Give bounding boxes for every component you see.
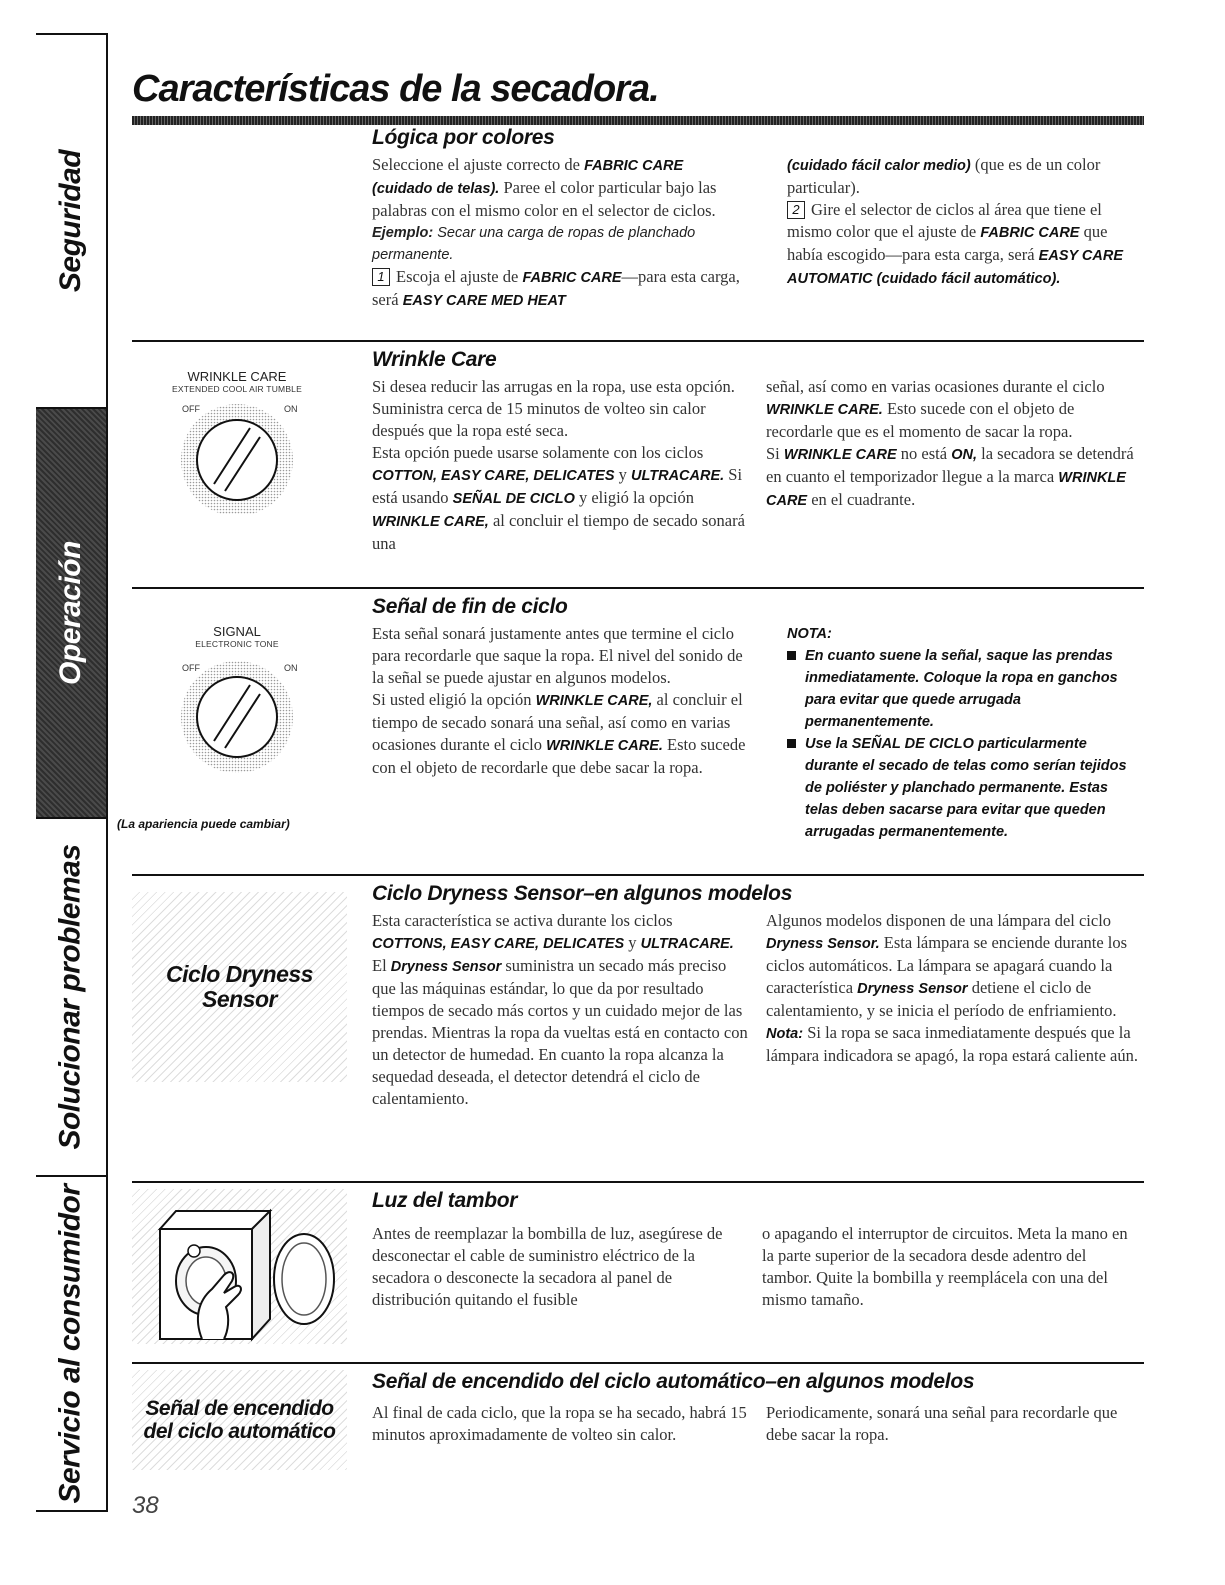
paragraph: Seleccione el ajuste correcto de FABRIC CARE (cuidado de telas). Paree el color particular bajo las palabras con el mismo color en el selector de ciclos. [372, 155, 717, 220]
section-senal-encendido [132, 1362, 1144, 1474]
paragraph: El Dryness Sensor suministra un secado más preciso que las máquinas estándar, lo que da por resultado tiempos de secado más cortos y un cuidado mejor de las prendas. Mientras la ropa da vueltas está en contacto con un detector de humedad. En cuanto la ropa alcanza la sequedad deseada, el detector detendrá el ciclo de calentamiento. [372, 956, 748, 1108]
step-1: 1 Escoja el ajuste de FABRIC CARE—para esta carga, será EASY CARE MED HEAT [372, 267, 740, 309]
section-title: Luz del tambor [372, 1189, 518, 1212]
column-left [372, 910, 750, 1110]
auto-cycle-signal-badge: Señal de encendido del ciclo automático [132, 1370, 347, 1470]
paragraph: Si WRINKLE CARE no está ON, la secadora se detendrá en cuanto el temporizador llegue a la marca WRINKLE CARE en el cuadrante. [766, 444, 1134, 509]
column-left [372, 1223, 742, 1311]
paragraph: Esta señal sonará justamente antes que termine el ciclo para recordarle que saque la ropa. El nivel del sonido de la señal se puede ajustar en algunos modelos. [372, 624, 743, 687]
svg-text:OFF: OFF [182, 663, 200, 673]
tab-servicio-al-consumidor[interactable]: Servicio al consumidor [54, 1183, 88, 1504]
paragraph: Si usted eligió la opción WRINKLE CARE, al concluir el tiempo de secado sonará una señal, así como en varias ocasiones durante el ciclo WRINKLE CARE. Esto sucede con el objeto de recordarle que debe sacar la ropa. [372, 690, 746, 777]
step-2: 2 Gire el selector de ciclos al área que tiene el mismo color que el ajuste de FABRIC CARE que había escogido—para esta carga, será EASY CARE AUTOMATIC (cuidado fácil automático). [787, 200, 1124, 287]
column-left [372, 1402, 747, 1446]
column-right [766, 910, 1140, 1067]
paragraph: señal, así como en varias ocasiones durante el ciclo WRINKLE CARE. Esto sucede con el objeto de recordarle que es el momento de sacar la ropa. [766, 377, 1105, 441]
section-title: Señal de encendido del ciclo automático–en algunos modelos [372, 1370, 975, 1393]
section-luz-tambor [132, 1181, 1144, 1358]
paragraph: Al final de cada ciclo, que la ropa se ha secado, habrá 15 minutos aproximadamente de volteo sin calor. [372, 1403, 747, 1444]
dryer-drum-icon [132, 1189, 347, 1344]
tab-solucionar-problemas[interactable]: Solucionar problemas [36, 819, 106, 1177]
paragraph: Algunos modelos disponen de una lámpara del ciclo Dryness Sensor. Esta lámpara se enciende durante los ciclos automáticos. La lámpara se apagará cuando la característica Dryness Sensor detiene el ciclo de calentamiento, y se inicia el período de enfriamiento. [766, 911, 1128, 1020]
section-logica-colores [132, 126, 1144, 338]
step-number-2: 2 [787, 201, 805, 219]
column-left [372, 154, 742, 312]
wrinkle-care-dial: WRINKLE CARE EXTENDED COOL AIR TUMBLE OFF ON [132, 370, 342, 519]
column-right [766, 376, 1138, 512]
paragraph: Periodicamente, sonará una señal para recordarle que debe sacar la ropa. [766, 1403, 1118, 1444]
paragraph: (cuidado fácil calor medio) (que es de un color particular). [787, 155, 1101, 197]
paragraph: o apagando el interruptor de circuitos. Meta la mano en la parte superior de la secadora desde adentro del tambor. Quite la bombilla y reemplácela con una del mismo tamaño. [762, 1224, 1128, 1309]
side-tab-rail [36, 33, 108, 1512]
paragraph: Esta característica se activa durante los ciclos COTTONS, EASY CARE, DELICATES y ULTRACARE. [372, 911, 734, 952]
svg-text:ON: ON [284, 663, 298, 673]
example: Ejemplo: Secar una carga de ropas de planchado permanente. [372, 225, 696, 263]
page-title: Características de la secadora. [132, 68, 659, 110]
drum-light-illustration [132, 1189, 347, 1344]
section-wrinkle-care [132, 340, 1144, 587]
column-right [762, 1223, 1132, 1311]
column-left [372, 623, 750, 779]
section-title: Señal de fin de ciclo [372, 595, 568, 618]
svg-text:OFF: OFF [182, 404, 200, 414]
tab-operacion[interactable]: Operación [36, 409, 106, 819]
section-title: Ciclo Dryness Sensor–en algunos modelos [372, 882, 793, 905]
signal-dial: SIGNAL ELECTRONIC TONE OFF ON [132, 625, 342, 779]
column-left [372, 376, 747, 555]
tab-seguridad[interactable]: Seguridad [36, 35, 106, 409]
svg-text:ON: ON [284, 404, 298, 414]
note-box [787, 623, 1132, 843]
list-item: En cuanto suene la señal, saque las prendas inmediatamente. Coloque la ropa en ganchos para evitar que quede arrugada permanentemente. [787, 645, 1132, 733]
note-label: NOTA: [787, 626, 832, 642]
dryness-sensor-badge: Ciclo Dryness Sensor [132, 892, 347, 1082]
dial-knob-icon [132, 649, 342, 774]
column-right [766, 1402, 1136, 1446]
paragraph: Nota: Si la ropa se saca inmediatamente después que la lámpara indicadora se apagó, la ropa estará caliente aún. [766, 1023, 1138, 1065]
title-rule [132, 116, 1144, 125]
section-senal-fin-ciclo [117, 587, 1144, 874]
image-caption: (La apariencia puede cambiar) [117, 817, 290, 831]
paragraph: Antes de reemplazar la bombilla de luz, asegúrese de desconectar el cable de suministro eléctrico de la secadora o desconecte la secadora al panel de distribución quitando el fusible [372, 1224, 723, 1309]
dial-knob-icon [132, 394, 342, 514]
list-item: Use la SEÑAL DE CICLO particularmente durante el secado de telas como serían tejidos de poliéster y planchado permanente. Estas telas deben sacarse para evitar que queden arrugadas permanentemente. [787, 733, 1132, 843]
page-number: 38 [132, 1492, 159, 1519]
step-number-1: 1 [372, 268, 390, 286]
paragraph: Esta opción puede usarse solamente con los ciclos COTTON, EASY CARE, DELICATES y ULTRACARE. Si está usando SEÑAL DE CICLO y eligió la opción WRINKLE CARE, al concluir el tiempo de secado sonará una [372, 443, 745, 553]
section-title: Wrinkle Care [372, 348, 497, 371]
column-right [787, 154, 1142, 290]
section-title: Lógica por colores [372, 126, 555, 149]
section-dryness-sensor [132, 874, 1144, 1181]
paragraph: Si desea reducir las arrugas en la ropa, use esta opción. Suministra cerca de 15 minutos de volteo sin calor después que la ropa esté seca. [372, 377, 735, 440]
